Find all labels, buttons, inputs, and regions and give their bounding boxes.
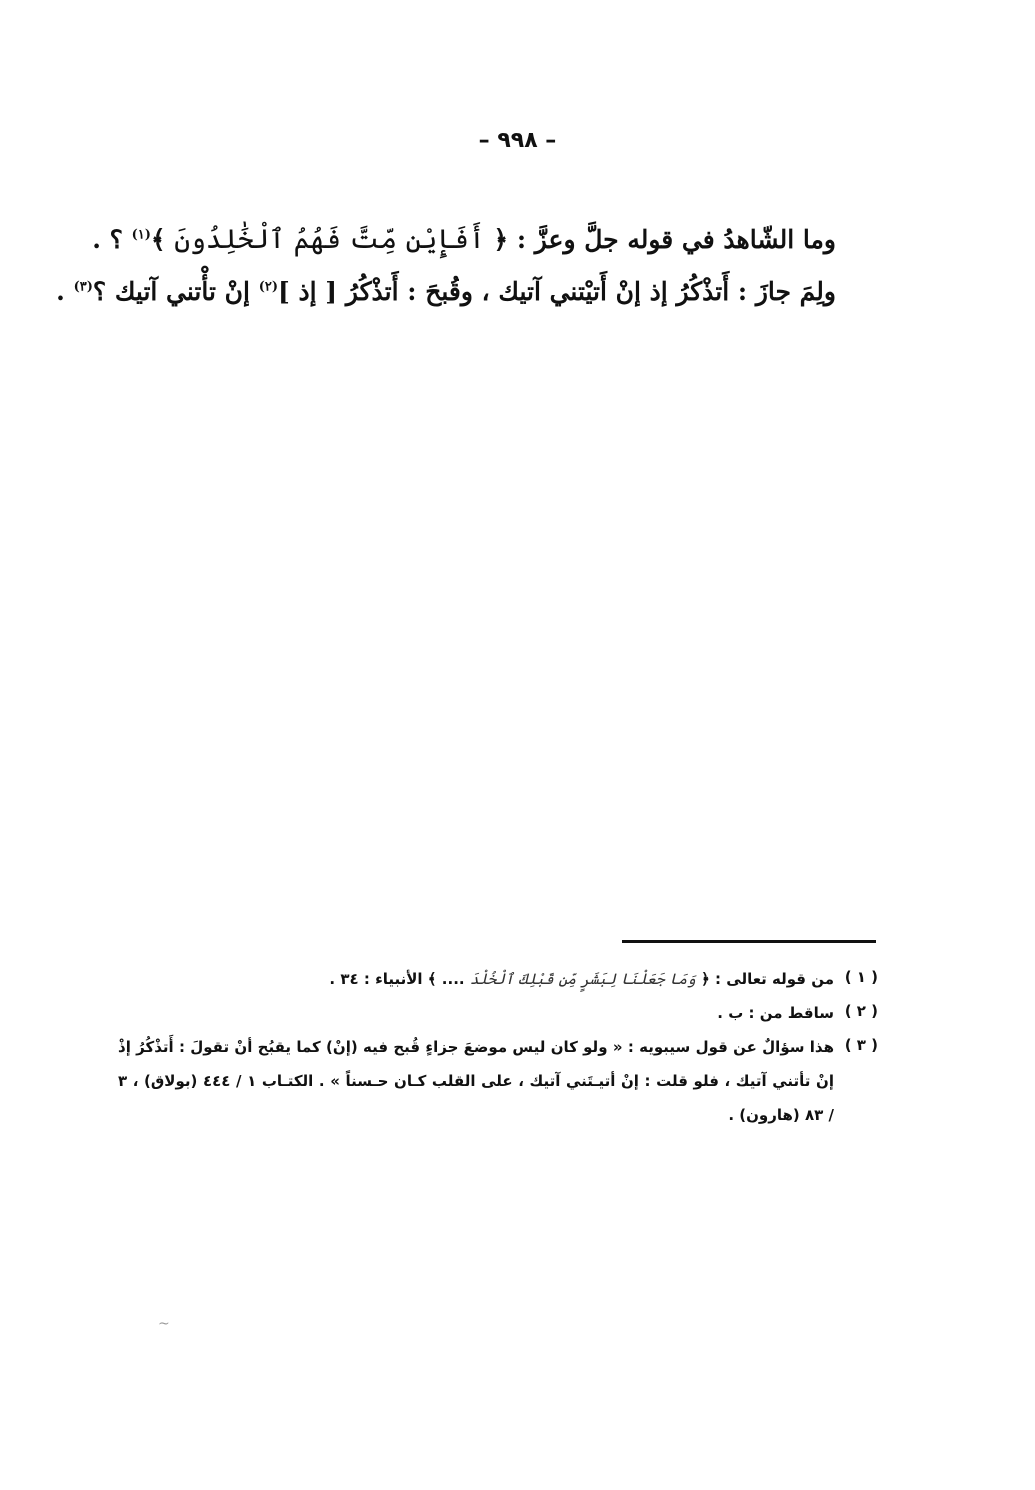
footnote-3 xyxy=(118,1030,878,1132)
footnote-number: ( ٣ ) xyxy=(844,1036,878,1054)
footnote-text: هذا سؤالٌ عن قول سيبويه : « ولو كان ليس موضعَ جزاءٍ قُبح فيه (إنْ) كما يقبُح أنْ تقولَ : أَتذْكُرُ إذْ إنْ تأتني آتيك ، فلو قلت : إنْ أتيـتَني آتيك ، على القلب كـان حـسناً » . الكتـاب ١ / ٤٤٤ (بولاق) ، ٣ / ٨٣ (هارون) . xyxy=(118,1038,834,1124)
footnote-1-before: من قوله تعالى : ﴿ xyxy=(695,970,834,988)
footnote-ref-1: (١) xyxy=(131,227,151,243)
line-2-text: ولِمَ جازَ : أَتذْكُرُ إذ إنْ أَتيْتني آتيك ، وقُبحَ : أَتذْكُرُ [ إذ ] xyxy=(277,277,836,306)
footnote-number: ( ١ ) xyxy=(844,968,878,986)
main-line-1 xyxy=(92,214,836,266)
main-text xyxy=(56,214,836,318)
footnote-number: ( ٢ ) xyxy=(844,1002,878,1020)
quran-verse: أَفَإِيْن مِّتَّ فَهُمُ ٱلْخَٰلِدُونَ xyxy=(174,224,485,255)
line-1-text: وما الشّاهدُ في قوله جلَّ وعزَّ : ﴿ xyxy=(484,225,836,254)
line-1-end: ؟ . xyxy=(92,225,132,254)
footnote-ref-2: (٢) xyxy=(258,279,278,295)
footnote-separator xyxy=(622,940,876,943)
footnote-1 xyxy=(118,962,878,996)
footnote-text: ساقط من : ب . xyxy=(717,1004,834,1022)
stray-mark: ~ xyxy=(158,1316,170,1332)
footnote-quran-verse: وَمَا جَعَلْنَا لِبَشَرٍ مِّن قَبْلِكَ ٱلْخُلْدَ xyxy=(469,970,696,988)
footnote-text xyxy=(118,962,834,996)
line-2-end: . xyxy=(56,277,74,306)
footnote-1-after: .... ﴾ الأنبياء : ٣٤ . xyxy=(329,970,470,988)
main-line-2 xyxy=(56,266,836,318)
line-2-mid: إنْ تأْتني آتيك ؟ xyxy=(92,277,259,306)
page-number: – ٩٩٨ – xyxy=(478,128,557,153)
footnotes xyxy=(118,962,878,1132)
verse-close-bracket: ﴾ xyxy=(150,225,175,254)
footnote-ref-3: (٣) xyxy=(73,279,93,295)
footnote-2 xyxy=(118,996,878,1030)
